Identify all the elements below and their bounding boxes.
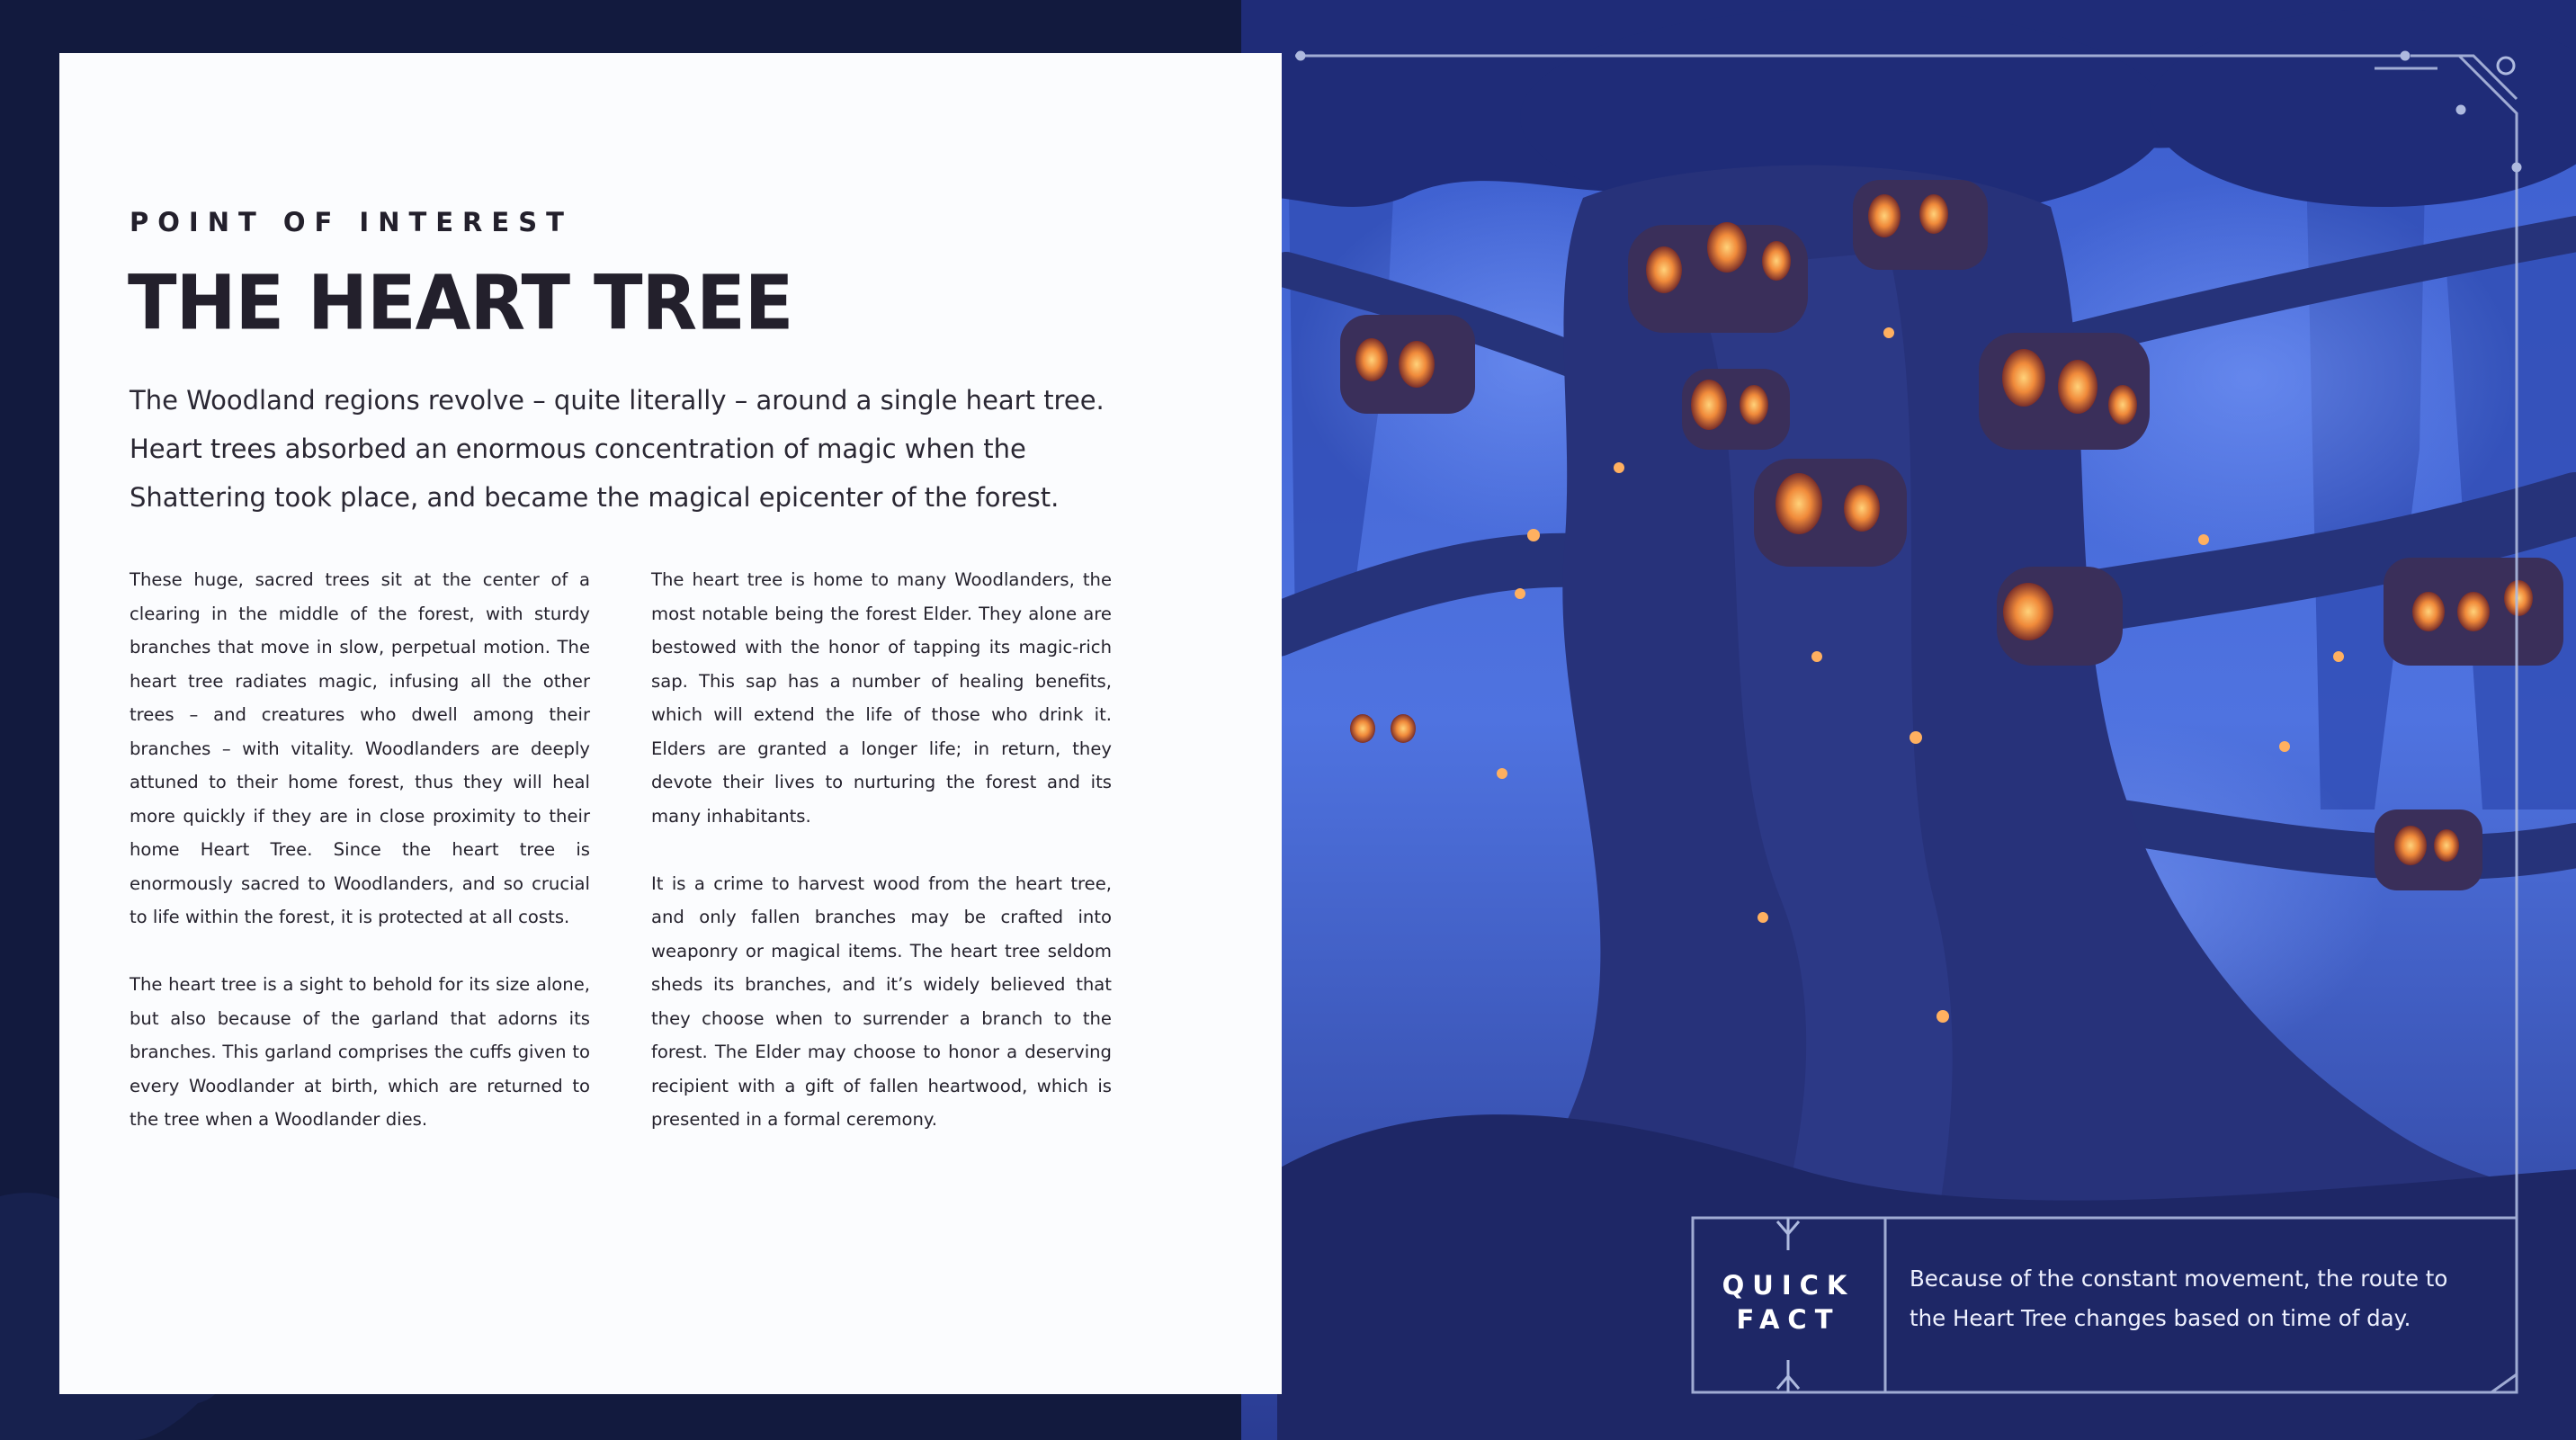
quick-fact-label <box>1693 1268 1884 1337</box>
page-title: THE HEART TREE <box>128 259 793 347</box>
body-paragraph: It is a crime to harvest wood from the heart tree, and only fallen branches may be crafted into weaponry or magical items. The heart tree seldom sheds its branches, and it’s widely believed that they choose when to surrender a branch to the forest. The Elder may choose to honor a deserving recipient with a gift of fallen heartwood, which is presented in a formal ceremony. <box>651 872 1112 1130</box>
right-column <box>651 563 1112 1170</box>
left-column <box>130 563 590 1170</box>
body-paragraph: These huge, sacred trees sit at the center of a clearing in the middle of the forest, with sturdy branches that move in slow, perpetual motion. The heart tree radiates magic, infusing all the other trees – and creatures who dwell among their branches – with vitality. Woodlanders are deeply attuned to their home forest, thus they will heal more quickly if they are in close proximity to their home Heart Tree. Since the heart tree is enormously sacred to Woodlanders, and so crucial to life within the forest, it is protected at all costs. <box>130 569 590 927</box>
section-eyebrow: POINT OF INTEREST <box>130 207 573 237</box>
body-paragraph: The heart tree is home to many Woodlanders, the most notable being the forest Elder. They alone are bestowed with the honor of tapping its magic-rich sap. This sap has a number of healing benefits, which will extend the life of those who drink it. Elders are granted a longer life; in return, they devote their lives to nurturing the forest and its many inhabitants. <box>651 569 1112 827</box>
body-paragraph: The heart tree is a sight to behold for its size alone, but also because of the garland that adorns its branches. This garland comprises the cuffs given to every Woodlander at birth, which are returned to the tree when a Woodlander dies. <box>130 974 590 1130</box>
quick-fact-text: Because of the constant movement, the route to the Heart Tree changes based on time of day. <box>1910 1266 2448 1331</box>
quick-fact-label-line1: QUICK <box>1722 1270 1856 1301</box>
quick-fact-label-line2: FACT <box>1736 1304 1841 1335</box>
lead-paragraph: The Woodland regions revolve – quite literally – around a single heart tree. Heart trees absorbed an enormous concentration of magic when the Shattering took place, and became the magical epicenter of the forest. <box>130 385 1105 513</box>
